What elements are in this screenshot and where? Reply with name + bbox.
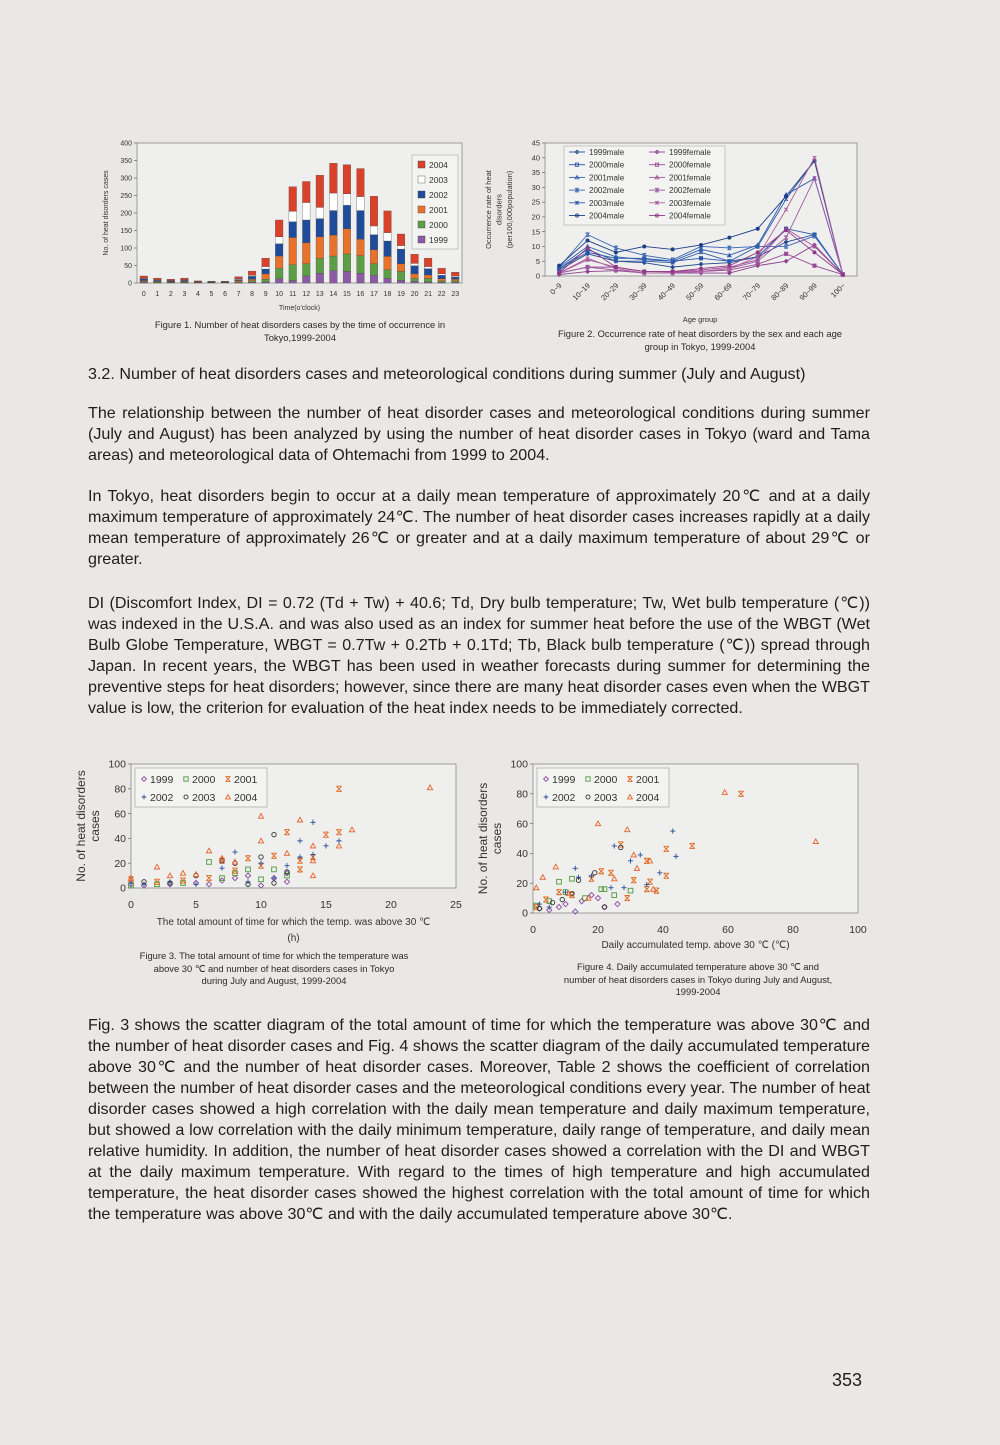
y-tick-label: 100 xyxy=(108,758,126,771)
paragraph: In Tokyo, heat disorders begin to occur at a daily mean temperature of approximately 20℃ and at a daily maximum temperature of approximately 24℃. The number of heat disorder cases increases rapidly at a daily mean temperature of approximately 26℃ or greater and at a daily maximum temperature of about 29℃ or greater. xyxy=(88,487,870,568)
bar-segment-2002 xyxy=(357,211,365,240)
x-tick-label: 20 xyxy=(385,899,397,911)
x-tick-label: 15 xyxy=(342,291,351,298)
x-tick-label: 9 xyxy=(263,291,268,298)
y-tick-label: 10 xyxy=(531,242,540,252)
y-tick-label: 300 xyxy=(120,175,132,183)
bar-segment-1999 xyxy=(302,276,310,283)
x-tick-label: 20~29 xyxy=(599,281,621,303)
bar-segment-2003 xyxy=(275,237,283,244)
figure-4-caption xyxy=(508,961,888,999)
bar-segment-1999 xyxy=(262,282,270,283)
data-point xyxy=(813,264,816,267)
bar-segment-2000 xyxy=(302,264,310,276)
y-tick-label: 25 xyxy=(531,197,540,207)
bar-segment-2001 xyxy=(316,237,324,259)
legend-label: 2002 xyxy=(552,792,576,804)
x-tick-label: 25 xyxy=(450,899,462,911)
x-tick-label: 22 xyxy=(437,291,446,298)
bar-segment-1999 xyxy=(411,281,419,283)
y-tick-label: 40 xyxy=(516,848,528,861)
bar-segment-2000 xyxy=(330,256,338,271)
caption-line: Tokyo,1999-2004 xyxy=(264,331,336,343)
legend xyxy=(537,768,669,807)
bar-segment-2003 xyxy=(248,275,256,276)
legend-label: 1999 xyxy=(150,774,174,786)
bar-segment-2004 xyxy=(370,196,378,226)
bar-segment-2000 xyxy=(357,256,365,274)
data-point xyxy=(699,243,702,246)
bar-segment-2000 xyxy=(316,259,324,274)
x-tick-label: 30~39 xyxy=(627,281,649,303)
legend-swatch xyxy=(418,206,425,213)
x-tick-label: 5 xyxy=(193,899,199,911)
x-tick-label: 2 xyxy=(168,291,173,298)
x-tick-label: 13 xyxy=(315,291,324,298)
bar-segment-2000 xyxy=(438,281,446,282)
legend-swatch xyxy=(418,221,425,228)
x-tick-label: 14 xyxy=(329,291,338,298)
bar-segment-2002 xyxy=(330,211,338,236)
y-tick-label: 0 xyxy=(120,882,126,895)
y-tick-label: 250 xyxy=(120,192,132,200)
y-axis-title: disorders xyxy=(494,194,504,225)
caption-line: Figure 2. Occurrence rate of heat disorders by the sex and each age xyxy=(557,328,842,339)
figure-1-chart xyxy=(103,140,462,312)
bar-segment-2000 xyxy=(451,281,459,282)
x-tick-label: 3 xyxy=(182,291,187,298)
legend-label: 2001 xyxy=(234,774,258,786)
figure-2-chart xyxy=(484,139,857,324)
data-point xyxy=(728,236,731,239)
bar-segment-2002 xyxy=(384,241,392,256)
legend-label: 2002 xyxy=(150,792,174,804)
x-tick-label: 60~69 xyxy=(712,281,734,303)
legend-label: 2004 xyxy=(234,792,258,804)
y-axis-title: No. of heat disorders cases xyxy=(103,170,110,256)
bar-segment-2002 xyxy=(411,266,419,274)
data-point xyxy=(558,264,561,267)
y-tick-label: 35 xyxy=(531,168,540,178)
legend-label: 2003 xyxy=(594,792,618,804)
bar-segment-2001 xyxy=(343,229,351,254)
bar-segment-2003 xyxy=(357,197,365,211)
y-tick-label: 60 xyxy=(114,808,126,821)
data-point xyxy=(813,251,816,254)
figure-4-chart xyxy=(476,759,867,951)
bar-segment-2003 xyxy=(438,274,446,275)
x-tick-label: 90~99 xyxy=(797,281,819,303)
y-tick-label: 20 xyxy=(531,212,540,222)
bar-segment-2002 xyxy=(343,205,351,228)
x-tick-label: 80~89 xyxy=(769,281,791,303)
legend-label: 2001 xyxy=(636,774,660,786)
data-point xyxy=(586,251,589,254)
y-tick-label: 80 xyxy=(516,788,528,801)
data-point xyxy=(671,248,674,251)
legend-label: 1999 xyxy=(429,235,448,245)
bar-segment-2002 xyxy=(154,280,162,281)
bar-segment-2001 xyxy=(451,279,459,281)
bar-segment-2000 xyxy=(262,279,270,282)
data-point xyxy=(784,252,787,255)
x-tick-label: 5 xyxy=(209,291,214,298)
x-tick-label: 23 xyxy=(451,291,460,298)
x-tick-label: 15 xyxy=(320,899,332,911)
x-tick-label: 4 xyxy=(195,291,200,298)
bar-segment-2002 xyxy=(451,277,459,279)
bar-segment-2004 xyxy=(424,258,432,266)
y-tick-label: 30 xyxy=(531,182,540,192)
legend-swatch xyxy=(418,236,425,243)
legend-label: 2004 xyxy=(636,792,660,804)
data-point xyxy=(785,229,788,232)
bar-segment-2003 xyxy=(451,276,459,277)
legend-label: 2004female xyxy=(669,211,711,221)
bar-segment-1999 xyxy=(316,273,324,283)
x-axis-title: Age group xyxy=(682,315,718,324)
page-number: 353 xyxy=(832,1370,863,1390)
bar-segment-2001 xyxy=(302,243,310,264)
bar-segment-2004 xyxy=(411,254,419,263)
legend-label: 2003female xyxy=(669,198,711,208)
legend-label: 2000male xyxy=(589,160,625,170)
x-tick-label: 1 xyxy=(155,291,160,298)
x-axis-title: Daily accumulated temp. above 30 ℃ (℃) xyxy=(601,940,790,951)
data-point xyxy=(699,267,702,270)
bar-segment-2004 xyxy=(451,272,459,276)
legend-label: 2004 xyxy=(429,160,448,170)
bar-segment-2004 xyxy=(181,278,189,280)
bar-segment-2003 xyxy=(411,263,419,265)
bar-segment-2002 xyxy=(438,275,446,279)
bar-segment-2004 xyxy=(397,234,405,246)
legend-label: 2002female xyxy=(669,186,711,196)
legend-label: 2000female xyxy=(669,160,711,170)
legend-swatch xyxy=(418,176,425,183)
bar-segment-2002 xyxy=(275,244,283,256)
caption-line: Figure 3. The total amount of time for which the temperature was xyxy=(139,950,409,961)
x-axis-title: Time(o'clock) xyxy=(278,305,321,312)
bar-segment-2001 xyxy=(330,235,338,256)
y-tick-label: 45 xyxy=(531,138,540,148)
y-tick-label: 20 xyxy=(516,877,528,890)
y-tick-label: 40 xyxy=(114,833,126,846)
bar-segment-2003 xyxy=(343,194,351,206)
data-point xyxy=(558,272,561,275)
bar-segment-2001 xyxy=(370,250,378,264)
x-tick-label: 10~19 xyxy=(570,281,592,303)
bar-segment-2000 xyxy=(289,265,297,281)
bar-segment-2004 xyxy=(438,268,446,274)
caption-line: Figure 1. Number of heat disorders cases by the time of occurrence in xyxy=(154,319,446,330)
legend-label: 2001female xyxy=(669,173,711,183)
caption-line: during July and August, 1999-2004 xyxy=(201,975,347,986)
y-tick-label: 80 xyxy=(114,783,126,796)
y-tick-label: 0 xyxy=(128,280,132,288)
bar-segment-2001 xyxy=(248,279,256,281)
bar-segment-2004 xyxy=(154,278,162,280)
bar-segment-2004 xyxy=(357,169,365,197)
legend-label: 2003male xyxy=(589,198,625,208)
legend xyxy=(412,155,458,249)
bar-segment-2002 xyxy=(316,219,324,237)
legend-label: 2000 xyxy=(594,774,618,786)
section-heading: 3.2. Number of heat disorders cases and meteorological conditions during summer (July and August) xyxy=(88,365,806,383)
bar-segment-2000 xyxy=(275,268,283,279)
y-tick-label: 0 xyxy=(535,271,540,281)
bar-segment-2000 xyxy=(248,281,256,282)
bar-segment-2001 xyxy=(262,274,270,279)
x-tick-label: 10 xyxy=(275,291,284,298)
paragraph: DI (Discomfort Index, DI = 0.72 (Td + Tw) + 40.6; Td, Dry bulb temperature; Tw, Wet bulb temperature (℃)) was indexed in the U.S.A. and was also used as an index for summer heat before the use of the WBGT (Wet Bulb Globe Temperature, WBGT = 0.7Tw + 0.2Tb + 0.1Td; Tb, Black bulb temperature (℃)) spread through Japan. In recent years, the WBGT has been used in weather forecasts during summer for determining the preventive steps for heat disorders; however, since there are many heat disorder cases even when the WBGT value is low, the criterion for evaluation of the heat index needs to be immediately corrected. xyxy=(88,594,870,717)
bar-segment-2002 xyxy=(289,222,297,238)
x-tick-label: 8 xyxy=(250,291,255,298)
data-point xyxy=(785,195,788,198)
legend-label: 2000 xyxy=(429,220,448,230)
y-axis-title: cases xyxy=(88,810,102,842)
legend-label: 2003 xyxy=(192,792,216,804)
bar-segment-2002 xyxy=(370,235,378,250)
bar-segment-2001 xyxy=(411,274,419,279)
legend-label: 2002male xyxy=(589,186,625,196)
x-tick-label: 80 xyxy=(787,924,799,936)
data-point xyxy=(643,245,646,248)
bar-segment-2001 xyxy=(235,281,243,282)
bar-segment-2002 xyxy=(248,276,256,279)
bar-segment-2004 xyxy=(167,279,175,280)
y-tick-label: 5 xyxy=(535,256,540,266)
caption-line: number of heat disorders cases in Tokyo during July and August, xyxy=(563,973,833,985)
data-point xyxy=(586,239,589,242)
caption-line: group in Tokyo, 1999-2004 xyxy=(644,340,756,352)
figure-3-caption xyxy=(84,950,464,988)
bar-segment-1999 xyxy=(343,271,351,283)
x-tick-label: 0 xyxy=(141,291,146,298)
x-tick-label: 11 xyxy=(289,291,297,298)
bar-segment-2003 xyxy=(424,267,432,269)
paragraph: The relationship between the number of heat disorder cases and meteorological conditions during summer (July and August) has been analyzed by using the number of heat disorder cases in Tokyo (ward and Tama areas) and meteorological data of Ohtemachi from 1999 to 2004. xyxy=(88,404,870,464)
bar-segment-2003 xyxy=(262,267,270,269)
data-point xyxy=(614,251,617,254)
data-point xyxy=(841,273,844,276)
bar-segment-2004 xyxy=(302,182,310,203)
bar-segment-2004 xyxy=(140,276,148,278)
x-axis-title: The total amount of time for which the temp. was above 30 ℃ xyxy=(156,917,431,928)
x-tick-label: 18 xyxy=(383,291,392,298)
bar-segment-2000 xyxy=(411,278,419,281)
data-point xyxy=(614,266,617,269)
bar-segment-2001 xyxy=(384,256,392,269)
bar-segment-2002 xyxy=(140,279,148,281)
data-point xyxy=(756,227,759,230)
figure-3-chart xyxy=(74,759,462,944)
bar-segment-2003 xyxy=(316,207,324,218)
bar-segment-2001 xyxy=(289,238,297,265)
paragraph: Fig. 3 shows the scatter diagram of the total amount of time for which the temperature was above 30℃ and the number of heat disorder cases and Fig. 4 shows the scatter diagram of the daily accumulated temperature above 30℃ and the number of heat disorder cases. Moreover, Table 2 shows the coefficient of correlation between the number of heat disorder cases and the meteorological conditions every year. The number of heat disorder cases showed a high correlation with the daily mean temperature and daily maximum temperature, but showed a low correlation with the daily minimum temperature, daily range of temperature, and daily mean relative humidity. In addition, the number of heat disorder cases showed a correlation with the DI and WBGT at the daily maximum temperature. With regard to the times of high temperature and high accumulated temperature, the heat disorder cases showed the highest correlation with the total amount of time for which the temperature was above 30℃ and with the daily accumulated temperature above 30℃. xyxy=(88,1016,870,1223)
legend-label: 1999 xyxy=(552,774,576,786)
bar-segment-1999 xyxy=(275,279,283,283)
bar-segment-2000 xyxy=(370,264,378,276)
bar-segment-2001 xyxy=(275,256,283,268)
legend-label: 2003 xyxy=(429,175,448,185)
caption-line: above 30 ℃ and number of heat disorders cases in Tokyo xyxy=(153,962,395,974)
figure-2-caption xyxy=(505,328,895,353)
x-axis-unit: (h) xyxy=(287,933,300,944)
bar-segment-2004 xyxy=(235,277,243,279)
bar-segment-2001 xyxy=(357,239,365,255)
bar-segment-1999 xyxy=(384,278,392,283)
x-tick-label: 100 xyxy=(849,924,867,936)
x-tick-label: 7 xyxy=(236,291,241,298)
legend-swatch xyxy=(418,191,425,198)
bar-segment-2000 xyxy=(343,254,351,272)
bar-segment-2001 xyxy=(438,279,446,281)
x-tick-label: 16 xyxy=(356,291,365,298)
y-axis-title: No. of heat disorders xyxy=(476,782,490,895)
x-tick-label: 0 xyxy=(530,924,536,936)
legend-label: 2001 xyxy=(429,205,448,215)
x-tick-label: 10 xyxy=(255,899,267,911)
bar-segment-2004 xyxy=(289,187,297,212)
data-point xyxy=(756,251,759,254)
bar-segment-1999 xyxy=(397,280,405,283)
y-tick-label: 100 xyxy=(510,758,528,771)
y-axis-title: (per100,000population) xyxy=(505,170,514,249)
bar-segment-1999 xyxy=(370,275,378,283)
legend xyxy=(135,768,267,807)
data-point xyxy=(699,257,702,260)
legend-label: 2000 xyxy=(192,774,216,786)
bar-segment-2002 xyxy=(397,249,405,264)
x-tick-label: 19 xyxy=(397,291,405,298)
x-tick-label: 12 xyxy=(302,291,311,298)
bar-segment-2004 xyxy=(194,281,202,282)
data-point xyxy=(643,270,646,273)
x-tick-label: 70~79 xyxy=(740,281,763,303)
bar-segment-2004 xyxy=(316,175,324,207)
bar-segment-2003 xyxy=(302,203,310,221)
y-tick-label: 60 xyxy=(516,818,528,831)
bar-segment-1999 xyxy=(289,281,297,283)
bar-segment-2002 xyxy=(262,269,270,274)
y-axis-title: cases xyxy=(490,822,504,855)
y-tick-label: 40 xyxy=(531,153,540,163)
x-tick-label: 0 xyxy=(128,899,134,911)
bar-segment-2004 xyxy=(330,163,338,193)
y-tick-label: 100 xyxy=(120,245,132,253)
x-tick-label: 6 xyxy=(223,291,227,298)
x-tick-label: 50~59 xyxy=(684,281,706,303)
bar-segment-2004 xyxy=(248,271,256,275)
bar-segment-2000 xyxy=(397,271,405,280)
x-tick-label: 40 xyxy=(657,924,669,936)
bar-segment-1999 xyxy=(357,273,365,283)
bar-segment-1999 xyxy=(424,282,432,283)
bar-segment-2002 xyxy=(424,269,432,275)
y-tick-label: 350 xyxy=(120,157,132,165)
legend-label: 2001male xyxy=(589,173,625,183)
x-tick-label: 100~ xyxy=(828,281,848,300)
bar-segment-2000 xyxy=(424,278,432,282)
bar-segment-2001 xyxy=(397,264,405,272)
bar-segment-2004 xyxy=(384,211,392,233)
legend-label: 2004male xyxy=(589,211,625,221)
legend-label: 2002 xyxy=(429,190,448,200)
bar-segment-2000 xyxy=(384,270,392,279)
bar-segment-2001 xyxy=(424,275,432,279)
data-point xyxy=(671,270,674,273)
data-point xyxy=(728,264,731,267)
y-axis-title: No. of heat disorders xyxy=(74,770,88,882)
y-tick-label: 20 xyxy=(114,857,126,870)
caption-line: 1999-2004 xyxy=(675,986,721,997)
x-tick-label: 21 xyxy=(424,291,433,298)
legend xyxy=(564,146,725,225)
bar-segment-1999 xyxy=(330,271,338,283)
bar-segment-2002 xyxy=(181,280,189,281)
legend-swatch xyxy=(418,161,425,168)
x-tick-label: 20 xyxy=(592,924,604,936)
bar-segment-2002 xyxy=(302,220,310,243)
legend-label: 1999female xyxy=(669,148,711,157)
bar-segment-2004 xyxy=(343,165,351,194)
y-axis-title: Occurrence rate of heat xyxy=(484,170,493,249)
data-point xyxy=(586,246,589,249)
y-tick-label: 0 xyxy=(522,907,528,920)
y-tick-label: 15 xyxy=(531,227,540,237)
y-tick-label: 200 xyxy=(120,210,132,218)
bar-segment-2003 xyxy=(289,211,297,222)
y-tick-label: 50 xyxy=(124,262,132,270)
bar-segment-2001 xyxy=(140,281,148,282)
y-tick-label: 150 xyxy=(120,227,132,235)
x-tick-label: 20 xyxy=(410,291,419,298)
bar-segment-2002 xyxy=(235,280,243,281)
bar-segment-2003 xyxy=(370,226,378,235)
x-tick-label: 60 xyxy=(722,924,734,936)
bar-segment-2003 xyxy=(330,193,338,211)
legend-label: 1999male xyxy=(589,148,625,157)
bar-segment-2004 xyxy=(275,220,283,237)
caption-line: Figure 4. Daily accumulated temperature above 30 ℃ and xyxy=(577,961,819,972)
y-tick-label: 400 xyxy=(120,140,132,148)
bar-segment-2003 xyxy=(397,246,405,250)
x-tick-label: 0~9 xyxy=(548,281,564,297)
figure-1-caption xyxy=(110,319,490,344)
x-tick-label: 40~49 xyxy=(655,281,678,303)
bar-segment-2003 xyxy=(384,233,392,241)
x-tick-label: 17 xyxy=(370,291,378,298)
bar-segment-2004 xyxy=(262,258,270,266)
